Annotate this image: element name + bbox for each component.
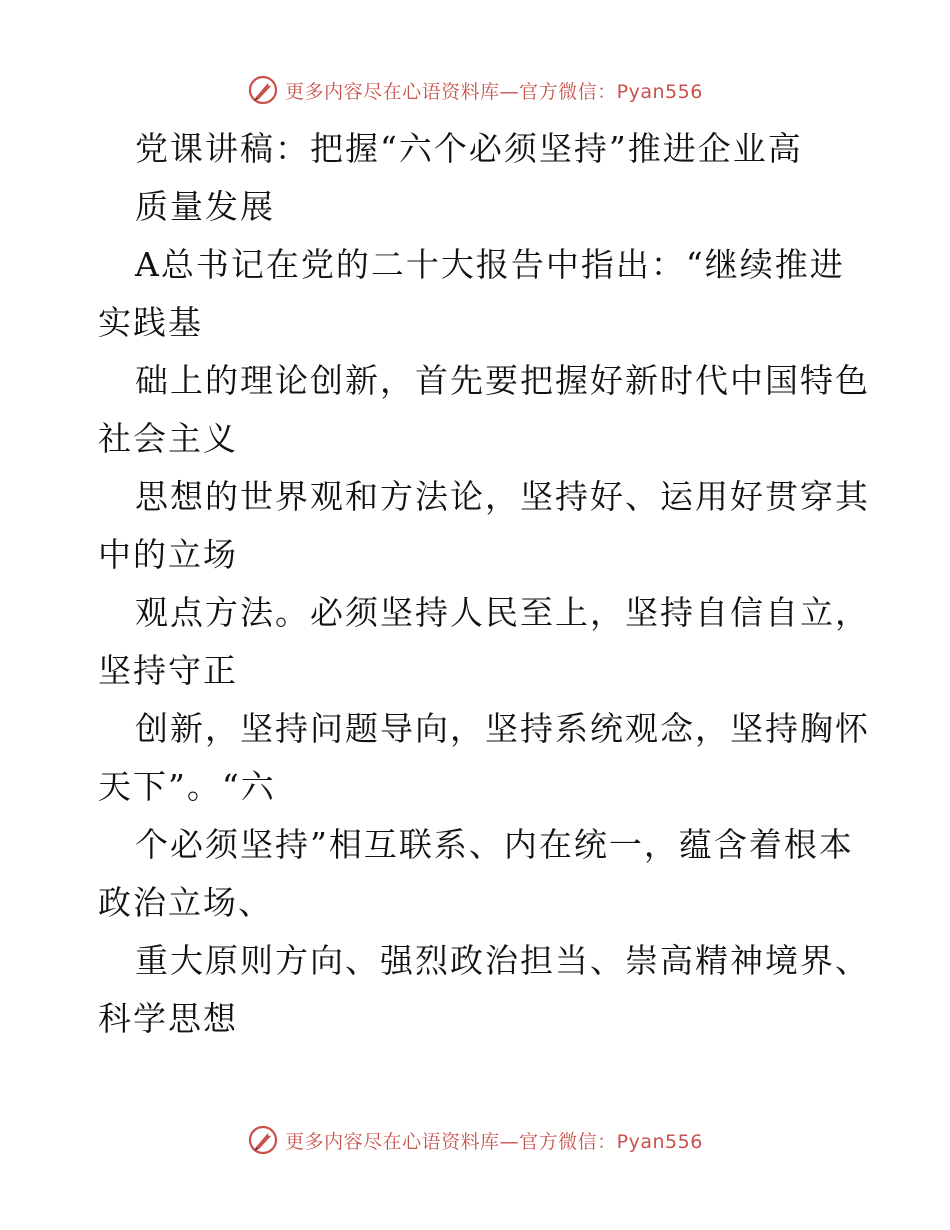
banner-text: 更多内容尽在心语资料库—官方微信：Pyan556 — [285, 80, 703, 103]
header-banner — [0, 70, 950, 110]
document-body — [98, 120, 870, 1048]
text-line: 质量发展 — [135, 187, 275, 226]
text-line: 科学思想 — [98, 999, 238, 1038]
text-line: 党课讲稿：把握“六个必须坚持”推进企业高 — [135, 129, 803, 168]
text-line: 中的立场 — [98, 535, 238, 574]
pen-logo-icon — [247, 1124, 279, 1156]
text-line: 础上的理论创新，首先要把握好新时代中国特色 — [135, 361, 870, 400]
pen-logo-icon — [247, 74, 279, 106]
text-line: 个必须坚持”相互联系、内在统一，蕴含着根本 — [135, 825, 854, 864]
text-line: 创新，坚持问题导向，坚持系统观念，坚持胸怀 — [135, 709, 870, 748]
text-line: A总书记在党的二十大报告中指出：“继续推进 — [135, 245, 845, 284]
text-line: 政治立场、 — [98, 883, 273, 922]
text-line: 社会主义 — [98, 419, 238, 458]
footer-banner — [0, 1120, 950, 1160]
banner-text: 更多内容尽在心语资料库—官方微信：Pyan556 — [285, 1130, 703, 1153]
text-line: 坚持守正 — [98, 651, 238, 690]
text-line: 实践基 — [98, 303, 203, 342]
text-line: 观点方法。必须坚持人民至上，坚持自信自立， — [135, 593, 870, 632]
text-line: 天下”。“六 — [98, 767, 276, 806]
text-line: 重大原则方向、强烈政治担当、崇高精神境界、 — [135, 941, 870, 980]
text-line: 思想的世界观和方法论，坚持好、运用好贯穿其 — [135, 477, 870, 516]
